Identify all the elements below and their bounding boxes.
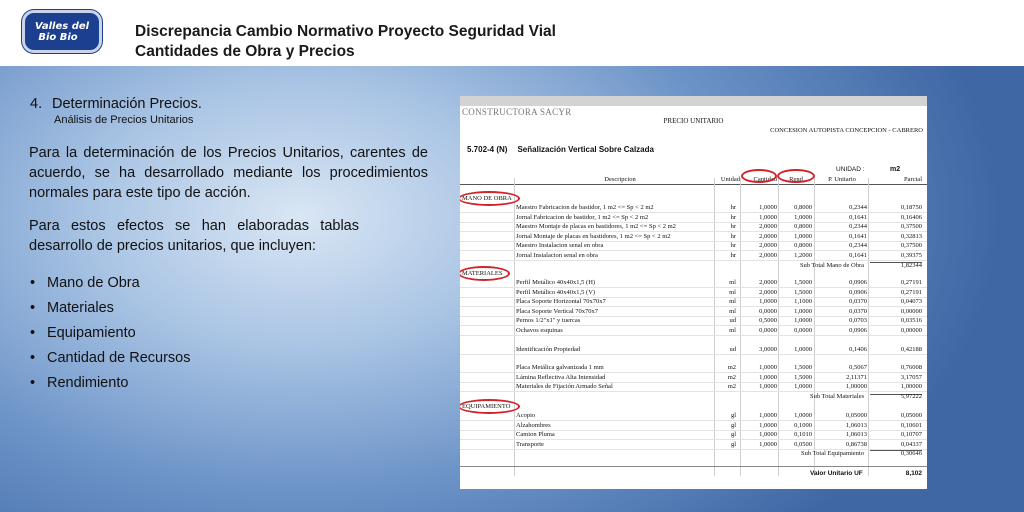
table-cell: 1,0000 [759,441,777,448]
table-cell: 2,0000 [759,233,777,240]
table-cell: 1,0000 [794,214,812,221]
logo-line2: Bio Bio [38,31,78,43]
table-cell: 1,0000 [759,383,777,390]
section-mano-obra: MANO DE OBRA [462,195,512,202]
table-cell: ud [729,346,736,353]
item-name: Señalización Vertical Sobre Calzada [517,145,654,154]
table-cell: 1,1000 [794,298,812,305]
table-cell: hr [730,252,736,259]
table-cell: 2,11371 [846,374,867,381]
table-cell: 1,0000 [794,346,812,353]
section-title: Determinación Precios. [52,96,202,112]
table-cell: 0,05000 [900,412,922,419]
table-cell: 1,5000 [794,374,812,381]
table-cell: 1,0000 [759,204,777,211]
table-cell: 0,0703 [849,317,867,324]
table-row [460,316,927,326]
table-cell: ml [729,308,736,315]
table-cell: 3,17057 [900,374,922,381]
sheet-heading: PRECIO UNITARIO [663,117,724,125]
subtotal-equipamiento-label: Sub Total Equipamiento [801,450,864,457]
table-cell: hr [730,223,736,230]
col-unidad: Unidad [720,176,740,183]
table-cell: 0,03516 [900,317,922,324]
table-cell: 0,1000 [794,422,812,429]
total-rule [460,466,927,467]
bullet-item: • Rendimiento [30,375,129,391]
section-heading [30,96,202,112]
table-cell: 0,5067 [849,364,867,371]
logo [22,10,102,53]
title-line2: Cantidades de Obra y Precios [135,43,355,60]
table-cell: ml [729,289,736,296]
table-cell: ml [729,298,736,305]
table-cell: 2,0000 [759,279,777,286]
subtotal-materiales-label: Sub Total Materiales [810,393,864,400]
table-cell: 0,0000 [759,327,777,334]
subtotal-mano-obra-value: 1,82344 [900,262,922,269]
unit-value: m2 [890,166,901,173]
title-line1: Discrepancia Cambio Normativo Proyecto Seguridad Vial [135,23,556,40]
table-row [460,363,927,373]
table-cell: m2 [727,364,736,371]
subtotal-equipamiento-value: 0,30646 [900,450,922,457]
col-punitario: P. Unitario [828,176,856,183]
table-cell: 0,76008 [900,364,922,371]
table-cell: 1,0000 [794,317,812,324]
table-cell: 1,0000 [759,364,777,371]
table-cell: 3,0000 [759,346,777,353]
table-cell: 0,32813 [900,233,922,240]
section-materiales: MATERIALES [462,270,503,277]
subtotal-mano-obra-label: Sub Total Mano de Obra [799,262,864,269]
table-cell: Transporte [516,441,544,448]
table-row [460,222,927,232]
bullet-item: • Equipamiento [30,325,136,341]
highlight-equipamiento [460,399,520,414]
table-cell: Identificación Propiedad [516,346,581,353]
table-cell: 1,0000 [759,412,777,419]
table-row [460,430,927,440]
table-row [460,382,927,392]
table-cell: 0,00000 [900,327,922,334]
bullet-list [30,273,190,398]
table-cell: 1,00000 [845,383,867,390]
table-cell: gl [730,412,736,419]
table-cell: Ochavos esquinas [516,327,563,334]
table-cell: 0,0370 [849,308,867,315]
highlight-cantidad [741,169,777,183]
table-cell: 0,5000 [759,317,777,324]
table-cell: hr [730,204,736,211]
table-row [460,297,927,307]
table-cell: hr [730,242,736,249]
table-cell: Materiales de Fijación Armado Señal [516,383,613,390]
item-code: 5.702-4 (N) [467,145,508,154]
paragraph-2: Para estos efectos se han elaboradas tablas desarrollo de precios unitarios, que incluyen: [29,218,359,254]
section-equipamiento: EQUIPAMIENTO [462,403,511,410]
table-cell: Placa Soporte Horizontal 70x70x7 [516,298,606,305]
bullet-item: • Materiales [30,300,114,316]
table-cell: 1,0000 [794,412,812,419]
company-name: CONSTRUCTORA SACYR [462,107,572,117]
table-cell: 0,04337 [900,441,922,448]
table-cell: ml [729,279,736,286]
table-cell: 0,0906 [849,327,867,334]
unit-label: UNIDAD : [836,166,865,173]
total-label: Valor Unitario UF [810,470,863,477]
table-row [460,326,927,336]
concession-name: CONCESION AUTOPISTA CONCEPCION - CABRERO [770,127,923,134]
table-row [460,278,927,288]
table-cell: 1,0000 [794,383,812,390]
table-cell: 0,1641 [849,252,867,259]
table-cell: Perfil Metálico 40x40x1,5 (V) [516,289,596,296]
table-cell: 0,1010 [794,431,812,438]
table-cell: Maestro Montaje de placas en bastidores, 1 m2 <= Sp < 2 m2 [516,223,676,230]
bullet-item: • Mano de Obra [30,275,140,291]
table-header [460,175,927,185]
table-cell: 0,0000 [794,327,812,334]
table-cell: 0,00000 [900,308,922,315]
logo-line1: Valles del [34,20,90,32]
table-cell: 0,2344 [849,204,867,211]
slide-title [135,22,556,62]
table-cell: Placa Metálica galvanizada 1 mm [516,364,604,371]
table-cell: 0,0500 [794,441,812,448]
table-cell: Perfil Metálico 40x40x1,5 (H) [516,279,596,286]
subsection-title: Análisis de Precios Unitarios [54,114,194,126]
table-cell: 0,04073 [900,298,922,305]
table-cell: 1,5000 [794,279,812,286]
table-row [460,345,927,355]
col-rend: Rend [789,176,803,183]
table-cell: 0,8000 [794,204,812,211]
table-cell: 0,1406 [849,346,867,353]
table-cell: 0,37500 [900,223,922,230]
table-row [460,241,927,251]
table-cell: 0,86738 [845,441,867,448]
highlight-mano-obra [460,191,520,206]
table-cell: 0,2344 [849,223,867,230]
col-descripcion: Descripcion [604,176,636,183]
table-cell: 1,0000 [759,431,777,438]
table-cell: Lámina Reflectiva Alta Intensidad [516,374,606,381]
item-heading [467,145,664,154]
table-cell: Acopio [516,412,536,419]
table-cell: 1,00000 [900,383,922,390]
table-cell: 2,0000 [759,242,777,249]
table-cell: m2 [727,383,736,390]
table-cell: 1,0000 [759,422,777,429]
table-cell: m2 [727,374,736,381]
table-cell: ud [729,317,736,324]
table-cell: 0,0906 [849,279,867,286]
table-cell: Jornal Fabricacion de bastidor, 1 m2 <= Sp < 2 m2 [516,214,649,221]
table-cell: 0,10601 [900,422,922,429]
table-cell: 0,37500 [900,242,922,249]
table-cell: 1,0000 [794,308,812,315]
table-cell: 0,27191 [900,279,922,286]
price-analysis-sheet [460,96,927,489]
table-cell: 1,0000 [759,298,777,305]
slide-header [0,0,1024,66]
table-cell: 1,06013 [845,431,867,438]
table-cell: 0,05000 [845,412,867,419]
table-cell: hr [730,214,736,221]
table-cell: Camion Pluma [516,431,555,438]
table-cell: Placa Soporte Vertical 70x70x7 [516,308,599,315]
table-cell: hr [730,233,736,240]
table-cell: 1,5000 [794,289,812,296]
table-cell: Maestro Fabricacion de bastidor, 1 m2 <= Sp < 2 m2 [516,204,654,211]
table-cell: 0,1641 [849,214,867,221]
table-cell: 0,16406 [900,214,922,221]
table-cell: 0,42188 [900,346,922,353]
table-cell: Jornal Instalacion senal en obra [516,252,598,259]
table-cell: 0,8000 [794,223,812,230]
table-cell: 2,0000 [759,252,777,259]
table-cell: Jornal Montaje de placas en bastidores, 1 m2 <= Sp < 2 m2 [516,233,671,240]
col-cantidad: Cantidad [753,176,777,183]
table-cell: 2,0000 [759,223,777,230]
table-cell: 0,0906 [849,289,867,296]
table-cell: 0,0370 [849,298,867,305]
table-cell: ml [729,327,736,334]
table-cell: 0,1641 [849,233,867,240]
table-cell: 0,8000 [794,242,812,249]
table-cell: 1,0000 [759,374,777,381]
table-cell: Maestro Instalacion senal en obra [516,242,604,249]
subtotal-materiales-value: 5,97222 [900,393,922,400]
section-number: 4. [30,96,43,112]
table-row [460,411,927,421]
table-cell: 0,18750 [900,204,922,211]
table-cell: 1,0000 [794,233,812,240]
table-cell: gl [730,422,736,429]
table-cell: 1,0000 [759,214,777,221]
table-cell: 0,2344 [849,242,867,249]
table-row [460,251,927,261]
table-row [460,203,927,213]
table-cell: 1,06013 [845,422,867,429]
table-cell: 0,27191 [900,289,922,296]
total-value: 8,102 [905,470,922,477]
paragraph-1: Para la determinación de los Precios Unitarios, carentes de acuerdo, se ha desarrollado mediante los procedimientos normales para este tipo de acción. [29,145,428,201]
table-cell: gl [730,431,736,438]
table-cell: 1,5000 [794,364,812,371]
bullet-item: • Cantidad de Recursos [30,350,191,366]
col-parcial: Parcial [903,176,922,183]
highlight-materiales [460,266,510,281]
highlight-rend [777,169,815,183]
table-cell: Pernos 1/2"x1" y tuercas [516,317,581,324]
table-cell: 0,39375 [900,252,922,259]
table-cell: 2,0000 [759,289,777,296]
table-cell: Alzahombres [516,422,551,429]
table-cell: 0,0000 [759,308,777,315]
table-cell: gl [730,441,736,448]
table-cell: 0,10707 [900,431,922,438]
table-cell: 1,2000 [794,252,812,259]
